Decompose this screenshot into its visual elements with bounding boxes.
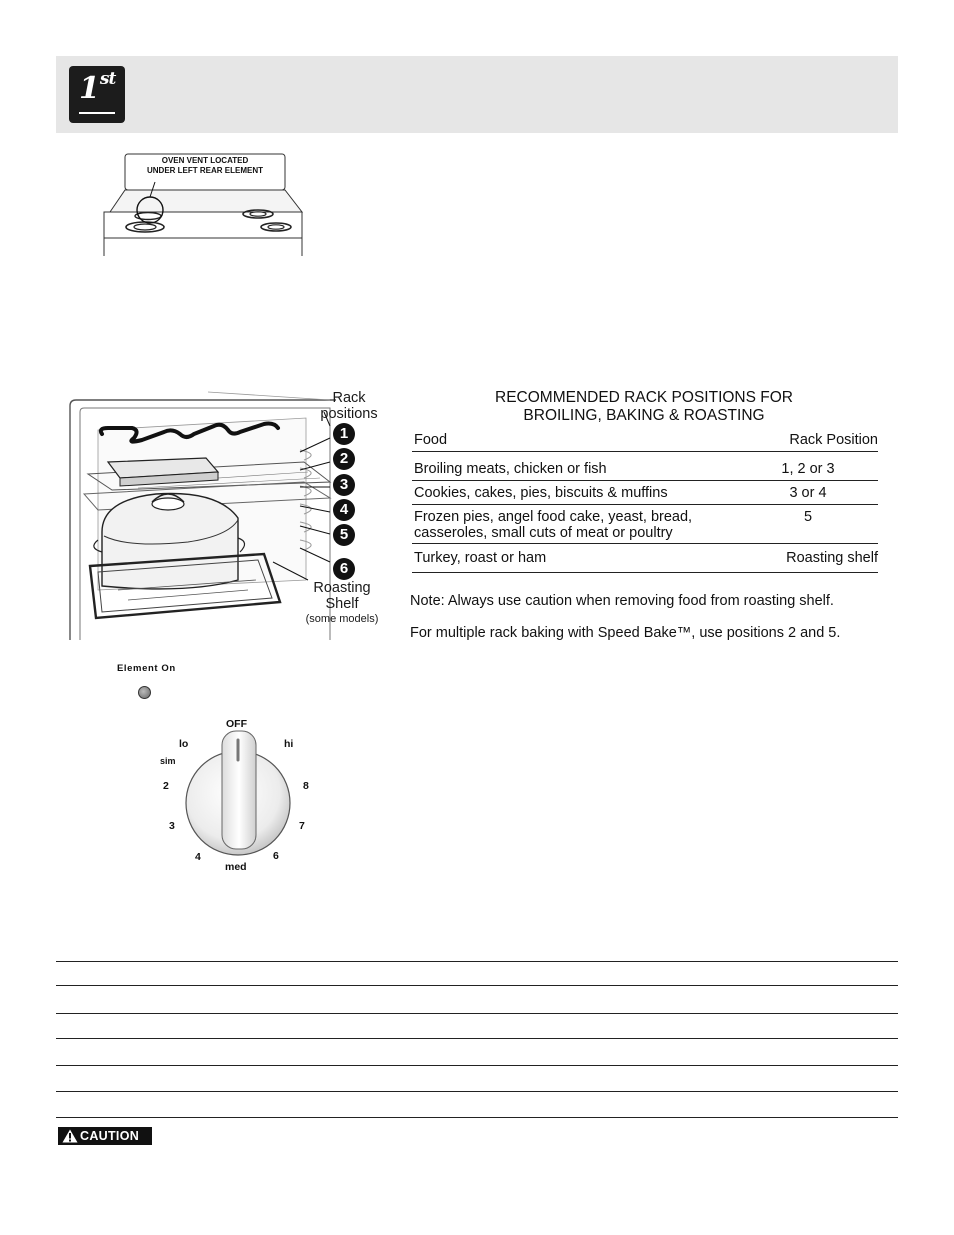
header-rack-position: Rack Position — [789, 432, 878, 448]
rack-number-1: 1 — [333, 423, 355, 445]
roasting-shelf-label: Roasting Shelf — [313, 580, 371, 612]
knob-6-label: 6 — [273, 850, 279, 862]
rack-table-title: RECOMMENDED RACK POSITIONS FOR BROILING, BAKING & ROASTING — [495, 389, 793, 424]
table-row — [412, 452, 878, 481]
knob-8-label: 8 — [303, 780, 309, 792]
rack-positions-label: Rack positions — [320, 390, 378, 422]
badge-suffix: st — [99, 69, 116, 89]
row-food: Broiling meats, chicken or fish — [414, 461, 607, 477]
table-row — [412, 481, 878, 505]
range-vent-illustration — [100, 150, 310, 258]
knob-4-label: 4 — [195, 851, 201, 863]
table-row — [412, 505, 878, 544]
rack-number-2: 2 — [333, 448, 355, 470]
caution-label — [58, 1127, 152, 1145]
rack-positions-table — [412, 431, 878, 573]
header-food: Food — [414, 432, 448, 448]
caution-text: CAUTION — [80, 1129, 140, 1143]
rule-line — [56, 1117, 898, 1118]
row-rack-position: Roasting shelf — [786, 550, 878, 566]
row-rack-position: 3 or 4 — [789, 485, 827, 501]
element-on-indicator-light — [138, 686, 151, 699]
knob-med-label: med — [225, 861, 247, 873]
element-on-label: Element On — [117, 663, 176, 674]
knob-sim-label: sim — [160, 756, 176, 766]
rack-number-6: 6 — [333, 558, 355, 580]
rack-number-5: 5 — [333, 524, 355, 546]
knob-lo-label: lo — [179, 738, 189, 750]
knob-3-label: 3 — [169, 820, 175, 832]
rule-line — [56, 1065, 898, 1066]
knob-7-label: 7 — [299, 820, 305, 832]
rack-number-4: 4 — [333, 499, 355, 521]
surface-control-knob[interactable] — [150, 710, 320, 880]
rule-line — [56, 1013, 898, 1014]
rack-number-3: 3 — [333, 474, 355, 496]
row-food: Turkey, roast or ham — [414, 550, 547, 566]
oven-vent-label: OVEN VENT LOCATED UNDER LEFT REAR ELEMENT — [147, 156, 263, 175]
rule-line — [56, 1038, 898, 1039]
warning-triangle-icon — [62, 1129, 78, 1143]
row-food: Frozen pies, angel food cake, yeast, bread, casseroles, small cuts of meat or poultry — [414, 509, 693, 541]
oven-rack-illustration — [68, 390, 408, 642]
knob-2-label: 2 — [163, 780, 169, 792]
row-food: Cookies, cakes, pies, biscuits & muffins — [414, 485, 668, 501]
row-rack-position: 1, 2 or 3 — [781, 461, 835, 477]
rule-line — [56, 1091, 898, 1092]
knob-hi-label: hi — [284, 738, 294, 750]
roasting-shelf-note: Note: Always use caution when removing food from roasting shelf. — [410, 593, 834, 609]
some-models-label: (some models) — [305, 613, 379, 625]
rule-line — [56, 985, 898, 986]
section-header-band — [56, 56, 898, 133]
table-row — [412, 544, 878, 573]
badge-number: 1 — [79, 71, 99, 106]
rule-line — [56, 961, 898, 962]
badge-underline — [79, 112, 115, 114]
speed-bake-note: For multiple rack baking with Speed Bake™, use positions 2 and 5. — [410, 625, 841, 641]
row-rack-position: 5 — [803, 509, 813, 525]
knob-drawing — [150, 710, 320, 880]
first-step-badge — [69, 66, 125, 123]
table-header-row — [412, 431, 878, 452]
knob-off-label: OFF — [226, 718, 247, 730]
